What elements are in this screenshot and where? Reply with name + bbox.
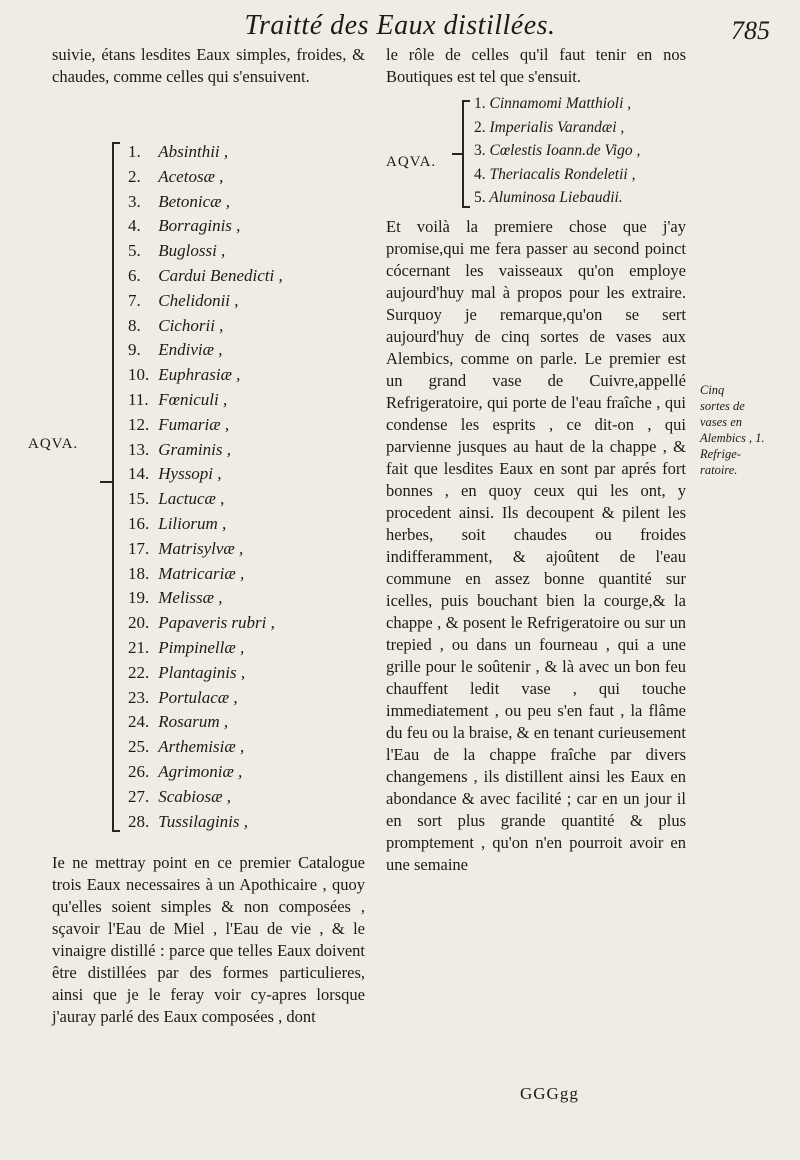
page-number: 785	[731, 16, 770, 45]
left-list-item	[128, 487, 283, 512]
left-list-item-number: 9.	[128, 340, 141, 360]
left-list-item	[128, 438, 283, 463]
left-list-item-number: 25.	[128, 737, 150, 757]
right-list-brace	[462, 100, 472, 208]
marginal-note-line: ratoire.	[700, 463, 738, 477]
left-list-item	[128, 586, 283, 611]
left-list-item-name: Hyssopi ,	[158, 464, 222, 484]
left-list-item-number: 1.	[128, 142, 141, 161]
left-list-item-name: Agrimoniæ ,	[158, 761, 243, 781]
left-list-item-name: Endiviæ ,	[158, 340, 223, 360]
left-list-item-name: Papaveris rubri ,	[158, 613, 275, 633]
right-list-item-number: 3.	[474, 142, 486, 159]
left-list-item	[128, 636, 283, 661]
left-list-item-number: 22.	[128, 662, 150, 682]
left-list-item-name: Pimpinellæ ,	[158, 637, 245, 657]
left-list-item-number: 17.	[128, 538, 150, 558]
left-list-item-name: Fœniculi ,	[158, 389, 228, 409]
intro-right-paragraph: le rôle de celles qu'il faut tenir en nos Boutiques est tel que s'ensuit.	[386, 45, 686, 86]
left-list-item	[128, 537, 283, 562]
left-list-item-number: 11.	[128, 389, 149, 409]
left-list-item-number: 23.	[128, 687, 150, 707]
marginal-note-line: Alembics , 1.	[700, 431, 765, 445]
left-list-item	[128, 611, 283, 636]
left-list-item-name: Buglossi ,	[158, 241, 226, 261]
left-list-item-number: 24.	[128, 712, 150, 732]
right-list-item	[474, 139, 640, 163]
left-list-item-number: 16.	[128, 513, 150, 533]
marginal-note-line: Cinq	[700, 383, 725, 397]
right-list-item-name: Cinnamomi Matthioli ,	[489, 95, 632, 112]
right-list-item	[474, 163, 640, 187]
left-list-item-number: 12.	[128, 414, 150, 434]
left-list-item-number: 20.	[128, 613, 150, 633]
left-list-item-name: Fumariæ ,	[158, 414, 230, 434]
left-list-item-number: 19.	[128, 588, 150, 608]
body-right-paragraph: Et voilà la premiere chose que j'ay promise,qui me fera passer au second poinct cócernant les vaisseaux qu'on employe aujourd'huy mal à propos pour les extraire. Surquoy je remarque,qu'on se sert aujourd'huy de cinq sortes de vases aux Alembics, comme on parle. Le premier est un grand vase de Cuivre,appellé Refrigeratoire, qui porte de l'eau fraîche , qui condense les esprits , ce dit-on , qui parvienne jusques au haut de la chappe , & fait que lesdites Eaux en sont par aprés fort bonnes , en quoy ceux qui les ont, y procedent ainsi. Ils decoupent & pilent les herbes, soit chaudes ou froides indifferamment, & ajoûtent de l'eau commune en assez bonne quantité sur icelles, puis bouchant bien la courge,& la chappe , & posent le Refrigeratoire ou sur un trepied , ou dans un fourneau , qui a une grille pour le soûtenir , & là avec un bon feu chauffent ledit vase , qui touche immediatement , ou peu s'en faut , la flâme du feu ou la braise, & en tenant curieusement l'Eau de la chappe fraîche par divers changemens , ils distillent ainsi les Eaux en abondance & avec facilité ; car en un jour il en sort plus grande quantité & plus promptement , qu'on n'en pourroit avoir en une semaine	[386, 217, 686, 874]
left-list-item	[128, 810, 283, 835]
left-list-item	[128, 140, 283, 165]
left-list-item-name: Plantaginis ,	[158, 662, 246, 682]
left-list-item-name: Tussilaginis ,	[158, 811, 249, 831]
left-list-item-number: 14.	[128, 464, 150, 484]
left-list-item-name: Rosarum ,	[158, 712, 229, 732]
left-list-item-number: 15.	[128, 489, 150, 509]
left-list-item-number: 4.	[128, 216, 141, 236]
right-list-item	[474, 186, 640, 210]
left-list-item-number: 8.	[128, 315, 141, 335]
left-list-item-name: Acetosæ ,	[158, 166, 224, 186]
left-list-item-number: 27.	[128, 786, 150, 806]
left-list-item-number: 26.	[128, 761, 150, 781]
left-list-item	[128, 686, 283, 711]
left-list-item	[128, 735, 283, 760]
signature-mark: GGGgg	[520, 1084, 579, 1103]
left-list-label: AQVA.	[28, 436, 79, 452]
left-list-item	[128, 214, 283, 239]
left-list-item-name: Chelidonii ,	[158, 290, 239, 310]
left-list-item	[128, 413, 283, 438]
right-list-item-name: Imperialis Varandæi ,	[489, 118, 625, 136]
left-list-item-name: Portulacæ ,	[158, 687, 238, 707]
left-water-list	[128, 140, 283, 834]
right-list-item	[474, 116, 640, 140]
left-list-item	[128, 388, 283, 413]
marginal-note-line: vases en	[700, 415, 742, 429]
left-list-item	[128, 338, 283, 363]
right-list-label: AQVA.	[386, 154, 437, 170]
left-list-item	[128, 363, 283, 388]
left-list-item	[128, 314, 283, 339]
left-list-item	[128, 289, 283, 314]
left-list-item-name: Betonicæ ,	[158, 191, 231, 211]
marginal-note-line: Refrige-	[700, 447, 741, 461]
marginal-note	[700, 382, 770, 478]
right-list-item-name: Cœlestis Ioann.de Vigo ,	[489, 142, 641, 159]
right-list-item-number: 1.	[474, 95, 486, 112]
left-list-item-name: Matricariæ ,	[158, 563, 245, 583]
left-list-item-number: 13.	[128, 439, 150, 459]
left-list-item-name: Graminis ,	[158, 439, 231, 459]
right-list-item-number: 4.	[474, 165, 486, 183]
left-list-item	[128, 264, 283, 289]
left-list-item-name: Matrisylvæ ,	[158, 538, 244, 558]
left-list-item-number: 10.	[128, 365, 150, 385]
left-list-item	[128, 562, 283, 587]
right-list-item	[474, 92, 640, 116]
right-water-list	[474, 92, 640, 210]
right-list-item-number: 5.	[474, 189, 486, 206]
intro-left-paragraph: suivie, étans lesdites Eaux simples, froides, & chaudes, comme celles qui s'ensuivent.	[52, 45, 365, 86]
body-left-paragraph: Ie ne mettray point en ce premier Catalogue trois Eaux necessaires à un Apothicaire , quoy qu'elles soient simples & non composées , sçavoir l'Eau de Miel , l'Eau de vie , & le vinaigre distillé : parce que telles Eaux doivent être distillées par des formes particulieres, ainsi que je le feray voir cy-apres lorsque j'auray parlé des Eaux composées , dont	[52, 853, 365, 1026]
left-list-item-name: Absinthii ,	[158, 142, 229, 161]
running-title: Traitté des Eaux distillées.	[244, 10, 556, 41]
left-list-item-number: 2.	[128, 166, 141, 186]
left-list-item-number: 7.	[128, 290, 141, 310]
right-list-item-name: Aluminosa Liebaudii.	[489, 189, 623, 206]
right-list-item-number: 2.	[474, 118, 486, 136]
marginal-note-line: sortes de	[700, 399, 745, 413]
left-list-brace	[112, 142, 122, 832]
left-list-item	[128, 239, 283, 264]
left-list-item	[128, 760, 283, 785]
left-list-item-number: 3.	[128, 191, 141, 211]
left-list-item-number: 21.	[128, 637, 150, 657]
left-list-item-number: 5.	[128, 241, 141, 261]
left-list-item-name: Borraginis ,	[158, 216, 241, 236]
left-list-item	[128, 462, 283, 487]
left-list-item-name: Lactucæ ,	[158, 489, 225, 509]
left-list-item-name: Scabiosæ ,	[158, 786, 231, 806]
left-list-item	[128, 512, 283, 537]
left-list-item-number: 6.	[128, 265, 141, 285]
left-list-item	[128, 165, 283, 190]
left-list-item-name: Cichorii ,	[158, 315, 224, 335]
left-list-item-name: Arthemisiæ ,	[158, 737, 245, 757]
left-list-item-name: Euphrasiæ ,	[158, 365, 241, 385]
left-list-item	[128, 785, 283, 810]
left-list-item-number: 18.	[128, 563, 150, 583]
left-list-item-name: Cardui Benedicti ,	[158, 265, 283, 285]
right-list-item-name: Theriacalis Rondeletii ,	[489, 165, 636, 183]
left-list-item-name: Melissæ ,	[158, 588, 223, 608]
left-list-item	[128, 190, 283, 215]
left-list-item-number: 28.	[128, 811, 150, 831]
left-list-item	[128, 710, 283, 735]
left-list-item-name: Liliorum ,	[158, 513, 227, 533]
left-list-item	[128, 661, 283, 686]
